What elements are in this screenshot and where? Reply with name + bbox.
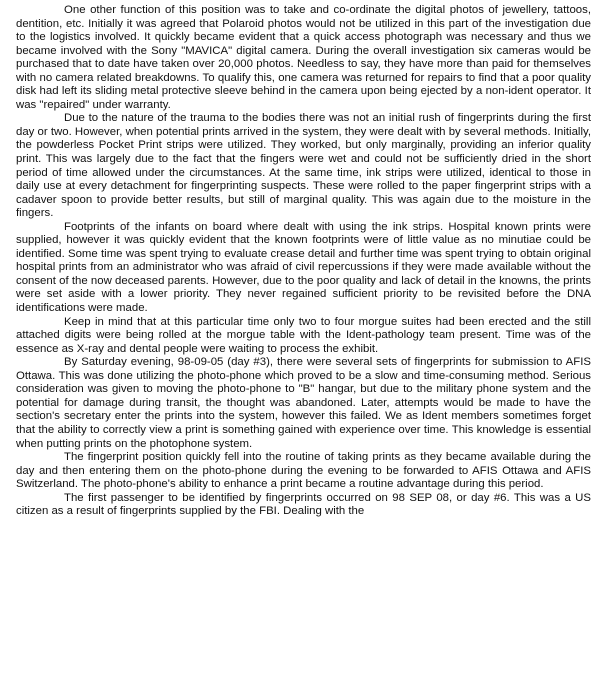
paragraph-afis-submission: By Saturday evening, 98-09-05 (day #3), there were several sets of fingerprints for submission to AFIS Ottawa. This was done utilizing the photo-phone which proved to be a slow and time-consuming method. Serious consideration was given to moving the photo-phone to "B" hangar, but due to the military phone system and the potential for damage during transit, the thought was abandoned. Later, attempts would be made to have the section's secretary enter the prints into the system, however this failed. We as Ident members sometimes forget that the ability to correctly view a print is something gained with experience over time. This knowledge is essential when putting prints on the photophone system. [16,356,591,450]
paragraph-infant-footprints: Footprints of the infants on board where dealt with using the ink strips. Hospital known prints were supplied, however it was quickly evident that the known footprints were of little value as no minutiae could be identified. Some time was spent trying to evaluate crease detail and further time was spent trying to obtain original hospital prints from an administrator who was afraid of civil repercussions if they were made available without the consent of the now deceased parents. However, due to the poor quality and lack of detail in the knowns, the prints were set aside with a lower priority. They never regained sufficient priority to be revisited before the DNA identifications were made. [16,220,591,315]
paragraph-morgue-suites: Keep in mind that at this particular time only two to four morgue suites had been erected and the still attached digits were being rolled at the morgue table with the Ident-pathology team present. Time was of the essence as X-ray and dental people were waiting to process the exhibit. [16,315,591,355]
paragraph-fingerprint-methods: Due to the nature of the trauma to the bodies there was not an initial rush of fingerprints during the first day or two. However, when potential prints arrived in the system, they were dealt with by several methods. Initially, the powderless Pocket Print strips were utilized. They worked, but only marginally, providing an inferior quality print. This was largely due to the fact that the fingers were wet and could not be sufficiently dried in the short period of time allowed under the circumstances. At the same time, ink strips were utilized, identical to those in daily use at every detachment for fingerprinting suspects. These were rolled to the paper fingerprint strips with a cadaver spoon to provide better results, but still of marginal quality. This was again due to the moisture in the fingers. [16,112,591,220]
paragraph-fingerprint-routine: The fingerprint position quickly fell into the routine of taking prints as they became available during the day and then entering them on the photo-phone during the evening to be forwarded to AFIS Ottawa and AFIS Switzerland. The photo-phone's ability to enhance a print became a routine advantage during this period. [16,451,591,491]
paragraph-first-identification: The first passenger to be identified by fingerprints occurred on 98 SEP 08, or day #6. This was a US citizen as a result of fingerprints supplied by the FBI. Dealing with the [16,491,591,518]
document-page [16,4,591,519]
paragraph-digital-photos: One other function of this position was to take and co-ordinate the digital photos of jewellery, tattoos, dentition, etc. Initially it was agreed that Polaroid photos would not be utilized in this part of the investigation due to the logistics involved. It quickly became evident that a quick access photograph was necessary and thus we became involved with the Sony "MAVICA" digital camera. During the overall investigation six cameras would be purchased that to date have taken over 20,000 photos. Needless to say, they have more than paid for themselves with no camera related breakdowns. To qualify this, one camera was returned for repairs to find that a poor quality disk had left its sliding metal protective sleeve behind in the camera upon being ejected by a non-ident operator. It was "repaired" under warranty. [16,4,591,111]
